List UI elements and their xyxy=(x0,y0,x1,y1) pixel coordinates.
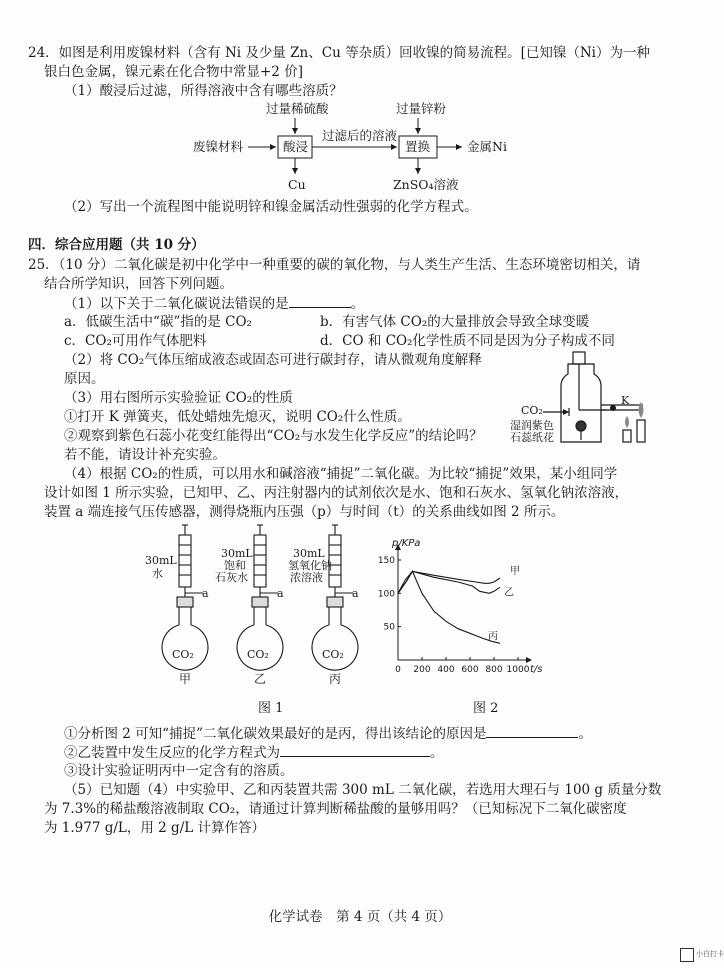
figure2-caption: 图 2 xyxy=(473,701,499,716)
x-tick-label: 0 xyxy=(395,665,401,675)
x-axis-arrow xyxy=(526,657,532,663)
q25-q4-3: ③设计实验证明丙中一定含有的溶质。 xyxy=(64,763,294,779)
candle-low xyxy=(623,430,631,442)
q24-line2: 银白色金属，镍元素在化合物中常显+2 价] xyxy=(44,64,303,80)
flask-jia-label-1: 30mL xyxy=(145,554,177,567)
flow-box2-label: 置换 xyxy=(405,139,431,154)
flow-out-cu: Cu xyxy=(288,177,306,192)
q25-p3: （3）用右图所示实验验证 CO₂的性质 xyxy=(64,390,293,406)
flask-jia-label-2: 水 xyxy=(152,567,163,580)
q25-p3-2: ②观察到紫色石蕊小花变红能得出“CO₂与水发生化学反应”的结论吗？ xyxy=(64,428,483,444)
flow-out-znso4: ZnSO₄溶液 xyxy=(393,177,459,192)
q25-q4-1-end: 。 xyxy=(578,726,592,742)
option-a: a．低碳生活中“碳”指的是 CO₂ xyxy=(64,314,252,330)
series-label-0: 甲 xyxy=(510,566,520,577)
flask-bing-name: 丙 xyxy=(329,672,342,686)
y-tick-label: 100 xyxy=(377,589,395,600)
port-a-yi: a xyxy=(277,587,284,600)
flow-box1-label: 酸浸 xyxy=(283,139,309,154)
x-tick-label: 200 xyxy=(413,665,431,675)
q25-p3-1: ①打开 K 弹簧夹，低处蜡烛先熄灭，说明 CO₂什么性质。 xyxy=(64,409,411,425)
figure2-chart xyxy=(360,538,543,675)
flow-end: 金属Ni xyxy=(467,139,507,154)
candle-high xyxy=(637,420,645,442)
apparatus-k-label: K xyxy=(621,394,630,407)
series-label-2: 丙 xyxy=(488,631,498,643)
flame-low xyxy=(625,416,629,428)
q25-p4b: 设计如图 1 所示实验，已知甲、乙、丙注射器内的试剂依次是水、饱和石灰水、氢氧化钠浓溶液， xyxy=(44,485,629,501)
q25-p1-end: 。 xyxy=(350,296,365,312)
q25-q4-1 xyxy=(64,724,592,743)
q25-q4-2-text: ②乙装置中发生反应的化学方程式为 xyxy=(64,745,280,761)
flask-jia-co2: CO₂ xyxy=(172,648,194,661)
answer-blank[interactable] xyxy=(486,724,578,738)
answer-blank[interactable] xyxy=(289,294,351,308)
q24-line1: 24．如图是利用废镍材料（含有 Ni 及少量 Zn、Cu 等杂质）回收镍的简易流程。[已知镍（Ni）为一种 xyxy=(28,45,650,61)
q25-intro1: 25．（10 分）二氧化碳是初中化学中一种重要的碳的氧化物，与人类生产生活、生态环境密切相关，请 xyxy=(28,257,641,273)
section-title: 四．综合应用题（共 10 分） xyxy=(28,237,205,253)
apparatus-co2-label: CO₂ xyxy=(521,404,543,417)
q25-p1 xyxy=(64,294,364,313)
flow-reagent-zinc: 过量锌粉 xyxy=(396,101,447,116)
q25-p5b: 为 7.3%的稀盐酸溶液制取 CO₂，请通过计算判断稀盐酸的量够用吗？（已知标况下二氧化碳密度 xyxy=(44,801,627,817)
flow-reagent-acid: 过量稀硫酸 xyxy=(266,101,329,116)
x-tick-label: 1000 xyxy=(506,665,530,675)
y-tick-label: 150 xyxy=(377,556,395,566)
q24-flow-diagram xyxy=(0,0,720,200)
flask-bing-co2: CO₂ xyxy=(322,648,344,661)
flask-bing-label-1: 30mL xyxy=(293,547,325,560)
watermark: 小白打卡 xyxy=(696,950,724,958)
q25-p5c: 为 1.977 g/L，用 2 g/L 计算作答） xyxy=(44,820,266,836)
q24-sub1: （1）酸浸后过滤，所得溶液中含有哪些溶质？ xyxy=(64,83,343,99)
option-b: b．有害气体 CO₂的大量排放会导致全球变暖 xyxy=(320,314,590,330)
flower-label-2: 石蕊纸花 xyxy=(510,431,554,444)
answer-blank[interactable] xyxy=(280,743,430,757)
x-axis-label: t/s xyxy=(530,664,543,675)
q25-q4-1-text: ①分析图 2 可知“捕捉”二氧化碳效果最好的是丙，得出该结论的原因是 xyxy=(64,726,487,742)
q25-p1-text: （1）以下关于二氧化碳说法错误的是 xyxy=(64,296,289,312)
q25-p4a: （4）根据 CO₂的性质，可以用水和碱溶液“捕捉”二氧化碳。为比较“捕捉”效果，某小组同学 xyxy=(64,466,618,482)
port-a-jia: a xyxy=(202,587,209,600)
flask-bing-label-3: 浓溶液 xyxy=(290,571,323,584)
y-axis-label: p/KPa xyxy=(392,538,421,549)
q25-intro2: 结合所学知识，回答下列问题。 xyxy=(44,276,233,292)
flame-high xyxy=(639,402,644,418)
flask-yi-label-2: 饱和 xyxy=(224,559,246,572)
flask-jia-name: 甲 xyxy=(179,672,192,686)
flower-label-1: 湿润紫色 xyxy=(510,419,554,432)
series-line-2 xyxy=(398,571,500,643)
port-a-bing: a xyxy=(352,587,359,600)
q25-p3-3: 若不能，请设计补充实验。 xyxy=(64,447,226,463)
y-tick-label: 50 xyxy=(383,622,395,633)
figure1-flasks xyxy=(140,525,370,690)
option-c: c．CO₂可用作气体肥料 xyxy=(64,333,207,349)
page-footer: 化学试卷 第 4 页（共 4 页） xyxy=(268,909,452,925)
flask-yi-name: 乙 xyxy=(254,672,267,686)
flow-mid: 过滤后的溶液 xyxy=(322,128,398,143)
q25-q4-2 xyxy=(64,743,444,762)
qr-code-icon xyxy=(680,948,694,962)
x-tick-label: 800 xyxy=(485,665,503,675)
flask-yi-label-1: 30mL xyxy=(221,547,253,560)
flask-yi-co2: CO₂ xyxy=(247,648,269,661)
bottle-stopper xyxy=(573,352,585,364)
q25-p2a: （2）将 CO₂气体压缩成液态或固态可进行碳封存，请从微观角度解释 xyxy=(64,352,482,368)
flask-yi-label-3: 石灰水 xyxy=(215,571,248,584)
q25-p5a: （5）已知题（4）中实验甲、乙和丙装置共需 300 mL 二氧化碳，若选用大理石与 100 g 质量分数 xyxy=(64,782,662,798)
figure1-caption: 图 1 xyxy=(258,701,284,716)
series-label-1: 乙 xyxy=(504,587,514,599)
flask-bing-label-2: 氢氧化钠 xyxy=(288,559,332,572)
x-tick-label: 400 xyxy=(437,665,455,675)
q24-sub2: （2）写出一个流程图中能说明锌和镍金属活动性强弱的化学方程式。 xyxy=(64,199,478,215)
x-tick-label: 600 xyxy=(461,665,479,675)
flow-start: 废镍材料 xyxy=(193,139,244,154)
option-d: d．CO 和 CO₂化学性质不同是因为分子构成不同 xyxy=(320,333,615,349)
q25-q4-2-end: 。 xyxy=(430,745,444,761)
q25-p2b: 原因。 xyxy=(64,371,105,387)
q25-p4c: 装置 a 端连接气压传感器，测得烧瓶内压强（p）与时间（t）的关系曲线如图 2 所示。 xyxy=(44,504,565,520)
